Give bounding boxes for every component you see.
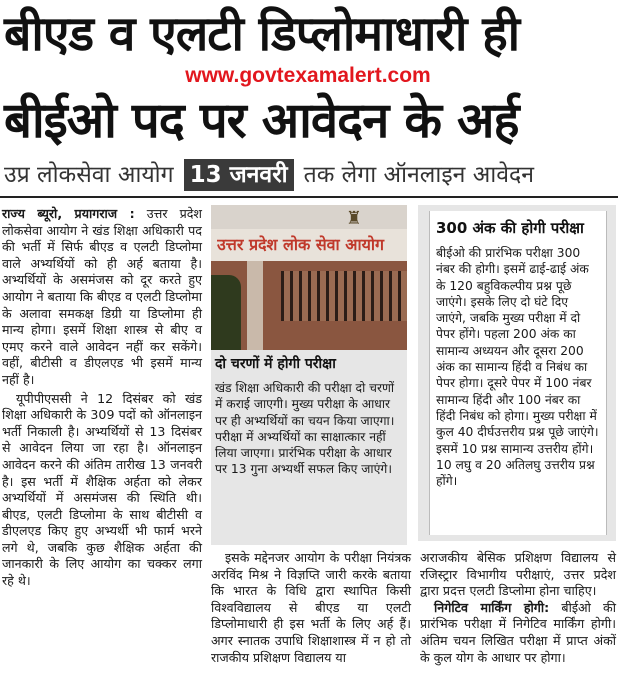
dateline: राज्य ब्यूरो, प्रयागराज : <box>2 206 135 221</box>
paragraph-2: यूपीपीएससी ने 12 दिसंबर को खंड शिक्षा अधिकारी के 309 पदों को ऑनलाइन भर्ती निकाली है। अभ्यर्थियों से 13 दिसंबर से आवेदन लिया जा रहा है। ऑनलाइन आवेदन करने की अंतिम तारीख 13 जनवरी है। इस भर्ती में शैक्षिक अर्हता को लेकर अभ्यर्थियों में असमंजस की स्थिति थी। बीएड, एलटी डिप्लोमा के साथ बीटीसी व डीएलएड किए हुए अभ्यर्थी भी फार्म भरने लगे थे, जबकि कुछ शैक्षिक अर्हता की जानकारी के लिए आयोग का चक्कर लगा रहे थे। <box>2 390 202 589</box>
article-column-middle <box>211 550 411 666</box>
exam-marks-box-inner <box>429 211 607 535</box>
divider-rule <box>0 196 618 198</box>
two-stage-exam-title: दो चरणों में होगी परीक्षा <box>215 356 336 372</box>
subhead-before: उप्र लोकसेवा आयोग <box>4 162 174 188</box>
negative-marking-lead: निगेटिव मार्किंग होगी: <box>434 599 550 615</box>
paragraph-3: इसके मद्देनजर आयोग के परीक्षा नियंत्रक अरविंद मिश्र ने विज्ञप्ति जारी करके बताया कि भारत के विधि द्वारा स्थापित किसी विश्वविद्यालय से बीएड या एलटी डिप्लोमाधारी ही इस भर्ती के लिए अर्ह हैं। अगर स्नातक उपाधि शिक्षाशास्त्र में न हो तो राजकीय प्रशिक्षण विद्यालय या <box>211 550 411 665</box>
paragraph-4: अराजकीय बेसिक प्रशिक्षण विद्यालय से रजिस्ट्रार विभागीय परीक्षाएं, उत्तर प्रदेश द्वारा प्रदत्त एलटी डिप्लोमा होना चाहिए। <box>420 550 616 599</box>
commission-building-photo <box>211 205 407 350</box>
state-emblem-icon: ♜ <box>345 208 363 229</box>
photo-sky <box>211 205 407 231</box>
paragraph-1-text: उत्तर प्रदेश लोकसेवा आयोग ने खंड शिक्षा अधिकारी पद की भर्ती में सिर्फ बीएड व एलटी डिप्लोमा वाले अभ्यर्थियों को ही अर्ह बताया है। अभ्यर्थियों के असमंजस को दूर करते हुए आयोग ने बताया कि बीएड व एलटी डिप्लोमा के अलावा समकक्ष डिग्री या डिप्लोमा ही मान्य होगा। इसमें शिक्षा शास्त्र से बीए व एमए करने वाले आवेदन नहीं कर सकेंगे। वहीं, बीटीसी व डीएलएड भी इसमें मान्य नहीं है। <box>2 206 202 387</box>
exam-marks-box <box>418 205 616 541</box>
headline-line-1: बीएड व एलटी डिप्लोमाधारी ही <box>4 6 520 62</box>
subheadline <box>4 158 616 192</box>
exam-marks-title: 300 अंक की होगी परीक्षा <box>436 219 584 237</box>
headline-line-2: बीईओ पद पर आवेदन के अर्ह <box>4 92 519 149</box>
two-stage-exam-text: खंड शिक्षा अधिकारी की परीक्षा दो चरणों में कराई जाएगी। मुख्य परीक्षा के आधार पर ही अभ्यर्थियों का चयन किया जाएगा। परीक्षा में अभ्यर्थियों का साक्षात्कार नहीं लिया जाएगा। प्रारंभिक परीक्षा के आधार पर 13 गुना अभ्यर्थी सफल किए जाएंगे। <box>215 381 395 477</box>
article-column-left <box>2 206 202 590</box>
exam-marks-text: बीईओ की प्रारंभिक परीक्षा 300 नंबर की होगी। इसमें ढाई-ढाई अंक के 120 बहुविकल्पीय प्रश्न पूछे जाएंगे। इसके लिए दो घंटे दिए जाएंगे, जबकि मुख्य परीक्षा में दो पेपर होंगे। पहला 200 अंक का सामान्य अध्ययन और दूसरा 200 अंक का सामान्य हिंदी व निबंध का पेपर होगा। दूसरे पेपर में 100 नंबर सामान्य हिंदी और 100 नंबर का हिंदी निबंध को होगा। मुख्य परीक्षा में कुल 40 दीर्घउत्तरीय प्रश्न पूछे जाएंगे। इसमें 10 प्रश्न सामान्य उत्तरीय होंगे। 10 लघु व 20 अतिलघु उत्तरीय प्रश्न होंगे। <box>436 246 599 489</box>
watermark-url: www.govtexamalert.com <box>185 64 431 87</box>
photo-tree <box>211 275 241 350</box>
photo-signboard-text: उत्तर प्रदेश लोक सेवा आयोग <box>217 235 385 254</box>
photo-pillar <box>247 261 263 350</box>
paragraph-1 <box>2 206 202 389</box>
subhead-date-badge: 13 जनवरी <box>184 159 294 191</box>
subhead-after: तक लेगा ऑनलाइन आवेदन <box>303 162 534 188</box>
article-column-right <box>420 550 616 666</box>
two-stage-exam-box <box>211 350 407 545</box>
negative-marking-text: बीईओ की प्रारंभिक परीक्षा में निगेटिव मार्किंग होगी। अंतिम चयन लिखित परीक्षा में प्राप्त अंकों के कुल योग के आधार पर होगा। <box>420 599 616 665</box>
photo-grill <box>281 271 407 321</box>
paragraph-5 <box>420 600 616 666</box>
